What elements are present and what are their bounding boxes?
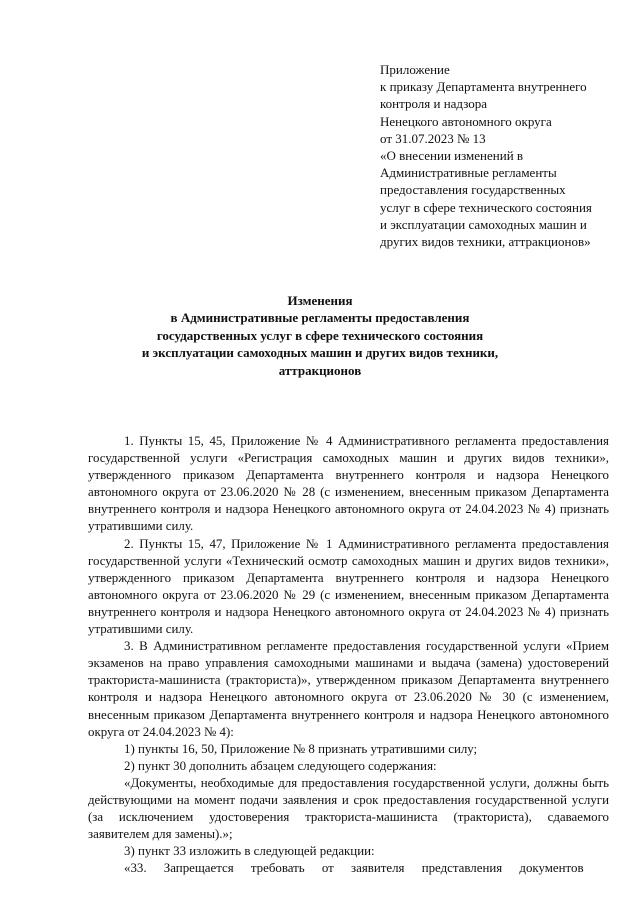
appendix-line: предоставления государственных [380,182,566,198]
title-line: в Административные регламенты предоставления [170,310,470,326]
document-body [88,433,609,877]
appendix-block [380,61,630,250]
appendix-line: услуг в сфере технического состояния [380,199,592,215]
paragraph-8: «33. Запрещается требовать от заявителя представления документов [124,861,584,876]
appendix-line: контроля и надзора [380,96,488,112]
paragraph-5: 2) пункт 30 дополнить абзацем следующего содержания: [124,758,437,773]
paragraph-2: 2. Пункты 15, 47, Приложение № 1 Административного регламента предоставления государственной услуги «Технический осмотр самоходных машин и других видов техники», утвержденного приказом Департамента внутреннего контроля и надзора Ненецкого автономного округа от 23.06.2020 № 29 (с изменением, внесенным приказом Департамента внутреннего контроля и надзора Ненецкого автономного округа от 24.04.2023 № 4) признать утратившими силу. [88,536,609,637]
title-line: и эксплуатации самоходных машин и других видов техники, [141,345,499,361]
appendix-line: Ненецкого автономного округа [380,113,552,129]
appendix-line: «О внесении изменений в [380,148,524,164]
appendix-line: и эксплуатации самоходных машин и [380,216,587,232]
paragraph-6: «Документы, необходимые для предоставления государственной услуги, должны быть действующими на момент подачи заявления и срок предоставления государственной услуги (за исключением удостоверения тракториста-машиниста (тракториста), сдаваемого заявителем для замены).»; [88,775,609,842]
paragraph-7: 3) пункт 33 изложить в следующей редакции: [124,844,375,859]
paragraph-4: 1) пункты 16, 50, Приложение № 8 признать утратившими силу; [124,741,478,756]
paragraph-1: 1. Пункты 15, 45, Приложение № 4 Административного регламента предоставления государственной услуги «Регистрация самоходных машин и других видов техники», утвержденного приказом Департамента внутреннего контроля и надзора Ненецкого автономного округа от 23.06.2020 № 28 (с изменением, внесенным приказом Департамента внутреннего контроля и надзора Ненецкого автономного округа от 24.04.2023 № 4) признать утратившими силу. [88,434,609,534]
appendix-line: от 31.07.2023 № 13 [380,130,486,146]
document-title [40,292,600,379]
paragraph-3: 3. В Административном регламенте предоставления государственной услуги «Прием экзаменов на право управления самоходными машинами и выдача (замена) удостоверений тракториста-машиниста (тракториста)», утвержденном приказом Департамента внутреннего контроля и надзора Ненецкого автономного округа от 23.06.2020 № 30 (с изменением, внесенным приказом Департамента внутреннего контроля и надзора Ненецкого автономного округа от 24.04.2023 № 4): [88,639,609,739]
appendix-line: Административные регламенты [380,165,557,181]
appendix-line: к приказу Департамента внутреннего [380,79,587,95]
title-line: государственных услуг в сфере технического состояния [156,327,484,343]
appendix-line: других видов техники, аттракционов» [380,234,591,250]
title-line: аттракционов [278,362,362,378]
title-line: Изменения [287,293,353,308]
appendix-line: Приложение [380,62,450,77]
